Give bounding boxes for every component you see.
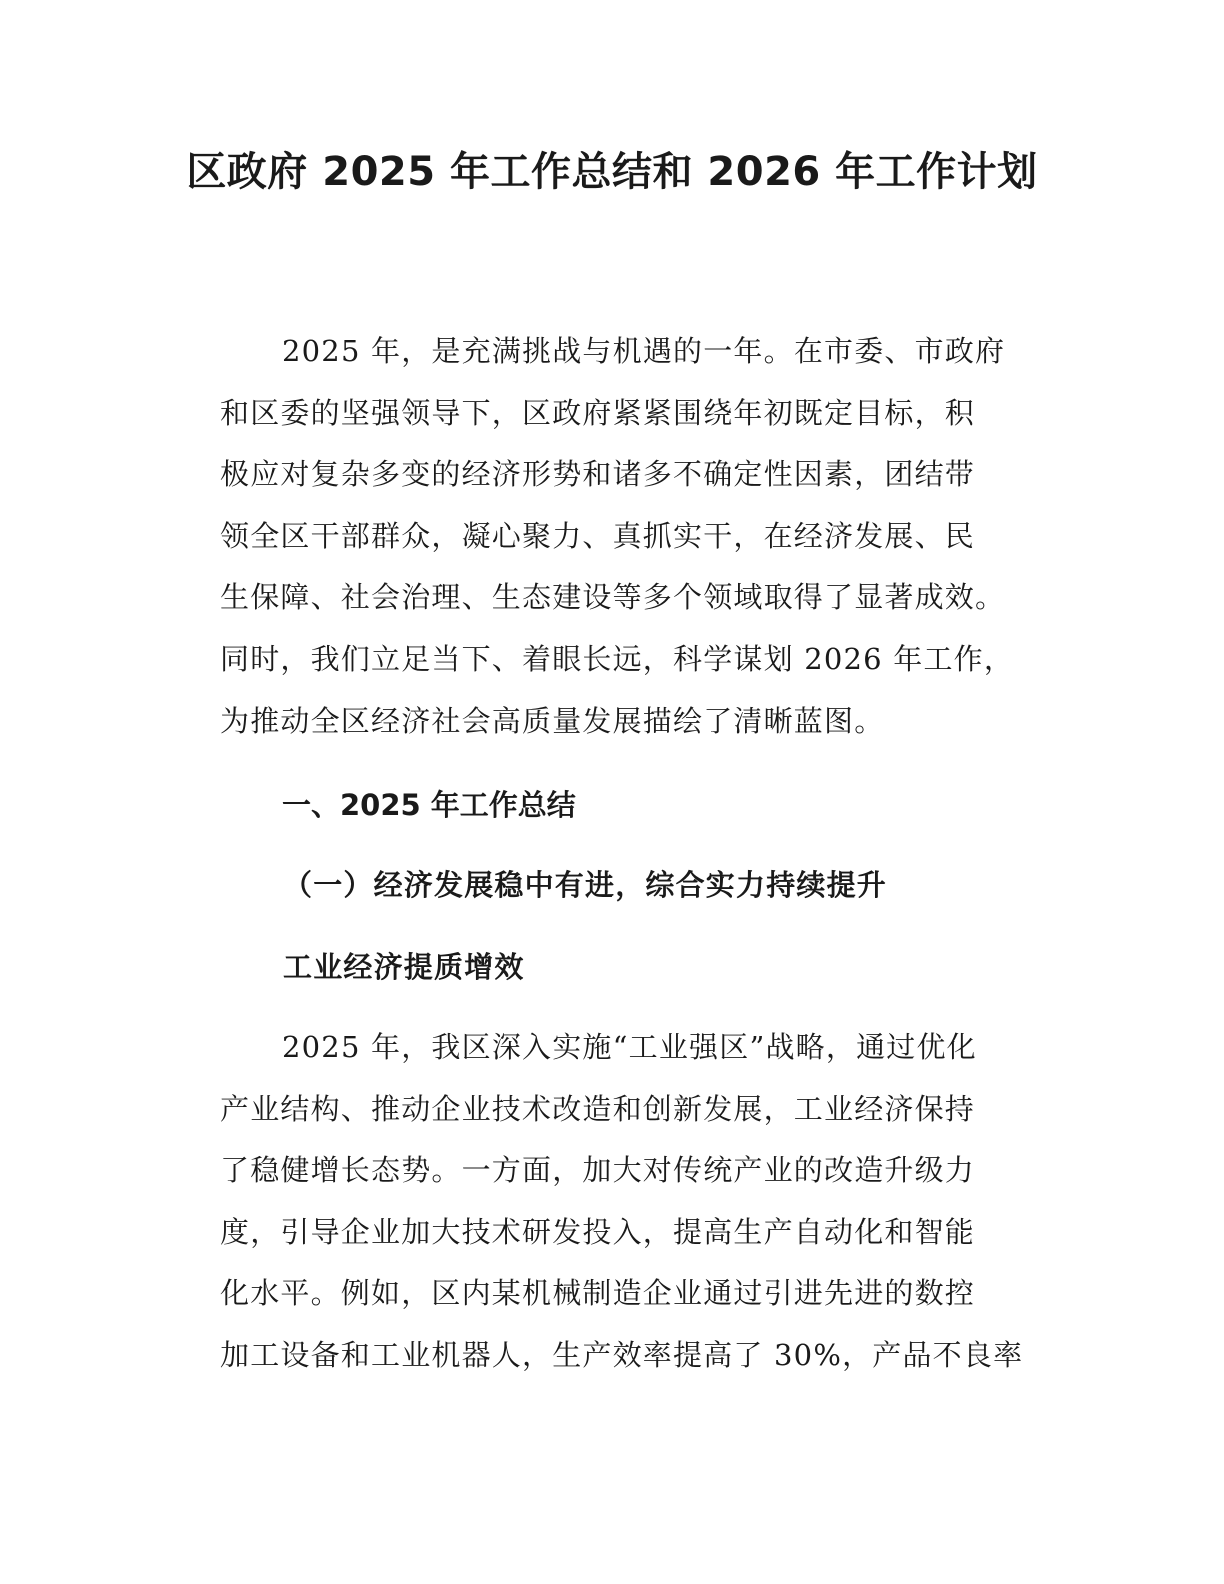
paragraph-line: 极应对复杂多变的经济形势和诸多不确定性因素，团结带 xyxy=(220,457,976,492)
paragraph-line: 生保障、社会治理、生态建设等多个领域取得了显著成效。 xyxy=(220,580,1006,615)
intro-paragraph xyxy=(220,321,1032,752)
paragraph-line: 了稳健增长态势。一方面，加大对传统产业的改造升级力 xyxy=(220,1153,976,1188)
paragraph-line: 为推动全区经济社会高质量发展描绘了清晰蓝图。 xyxy=(220,703,885,738)
paragraph-line: 领全区干部群众，凝心聚力、真抓实干，在经济发展、民 xyxy=(220,518,976,553)
paragraph-line: 2025 年，我区深入实施“工业强区”战略，通过优化 xyxy=(282,1030,977,1064)
paragraph-line: 同时，我们立足当下、着眼长远，科学谋划 2026 年工作， xyxy=(220,641,1015,676)
document-title: 区政府 2025 年工作总结和 2026 年工作计划 xyxy=(186,149,1038,195)
sub-subsection-heading: 工业经济提质增效 xyxy=(283,950,525,984)
paragraph-line: 度，引导企业加大技术研发投入，提高生产自动化和智能 xyxy=(220,1214,976,1249)
section-heading: 一、2025 年工作总结 xyxy=(282,788,576,822)
subsection-heading: （一）经济发展稳中有进，综合实力持续提升 xyxy=(283,868,888,902)
industry-paragraph xyxy=(220,1017,1032,1387)
paragraph-line: 加工设备和工业机器人，生产效率提高了 30%，产品不良率 xyxy=(220,1337,1024,1372)
paragraph-line: 化水平。例如，区内某机械制造企业通过引进先进的数控 xyxy=(220,1276,976,1311)
paragraph-line: 和区委的坚强领导下，区政府紧紧围绕年初既定目标，积 xyxy=(220,395,976,430)
paragraph-line: 产业结构、推动企业技术改造和创新发展，工业经济保持 xyxy=(220,1091,976,1126)
paragraph-line: 2025 年，是充满挑战与机遇的一年。在市委、市政府 xyxy=(282,334,1006,368)
